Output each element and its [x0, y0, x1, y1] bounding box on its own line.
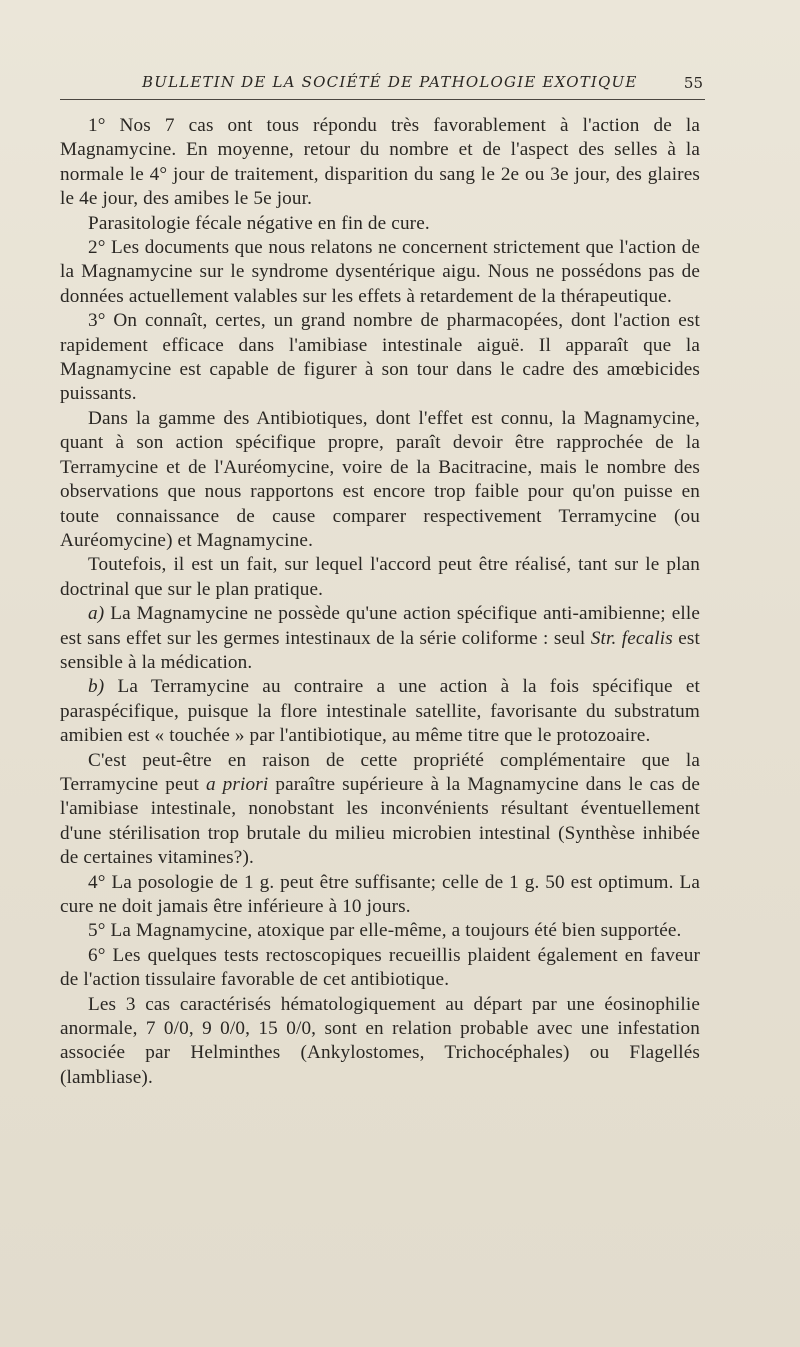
- paragraph: 5° La Magnamycine, atoxique par elle-même, a toujours été bien supportée.: [88, 920, 682, 942]
- paragraph: Dans la gamme des Antibiotiques, dont l'effet est connu, la Magnamycine, quant à son action spécifique propre, paraît devoir être rapprochée de la Terramycine et de l'Auréomycine, voire de la Bacitracine, mais le nombre des observations que nous rapportons est encore trop faible pour qu'on puisse en toute connaissance de cause comparer respectivement Terramycine (ou Auréomycine) et Magnamycine.: [60, 407, 700, 551]
- paragraph: 6° Les quelques tests rectoscopiques recueillis plaident également en faveur de l'action tissulaire favorable de cet antibiotique.: [60, 944, 700, 991]
- italic-term: a priori: [205, 773, 269, 795]
- page-number: 55: [683, 74, 703, 92]
- paragraph-text: paraître supérieure à la Magnamycine dans le cas de l'amibiase intestinale, nonobstant les inconvénients résultant éventuellement d'une stérilisation trop brutale du milieu microbien intestinal (Synthèse inhibée de certaines vitamines?).: [60, 773, 700, 869]
- paragraph: 1° Nos 7 cas ont tous répondu très favorablement à l'action de la Magnamycine. En moyenne, retour du nombre et de l'aspect des selles à la normale le 4° jour de traitement, disparition du sang le 2e ou 3e jour, des glaires le 4e jour, des amibes le 5e jour.: [60, 115, 700, 210]
- italic-term: Str. fecalis: [590, 627, 673, 649]
- body-text: [60, 114, 700, 1090]
- paragraph: Les 3 cas caractérisés hématologiquement au départ par une éosinophilie anormale, 7 0/0, 9 0/0, 15 0/0, sont en relation probable avec une infestation associée par Helminthes (Ankylostomes, Trichocéphales) ou Flagellés (lambliase).: [60, 993, 700, 1088]
- paragraph: [60, 675, 700, 748]
- paragraph: Toutefois, il est un fait, sur lequel l'accord peut être réalisé, tant sur le plan doctrinal que sur le plan pratique.: [60, 554, 700, 600]
- paragraph-text: La Magnamycine ne possède qu'une action spécifique anti-amibienne; elle est sans effet sur les germes intestinaux de la série coliforme : seul: [60, 603, 700, 649]
- item-label: b): [88, 676, 105, 698]
- running-header: [60, 73, 705, 99]
- paragraph: 4° La posologie de 1 g. peut être suffisante; celle de 1 g. 50 est optimum. La cure ne doit jamais être inférieure à 10 jours.: [60, 871, 700, 917]
- paragraph: 3° On connaît, certes, un grand nombre de pharmacopées, dont l'action est rapidement efficace dans l'amibiase intestinale aiguë. Il apparaît que la Magnamycine est capable de figurer à son tour dans le cadre des amœbicides puissants.: [60, 310, 700, 405]
- paragraph: [60, 602, 700, 675]
- paragraph: Parasitologie fécale négative en fin de cure.: [88, 212, 430, 234]
- journal-title: BULLETIN DE LA SOCIÉTÉ DE PATHOLOGIE EXOTIQUE: [142, 73, 638, 91]
- paragraph-text: C'est peut-être en raison de cette propriété complémentaire que la Terramycine peut: [60, 749, 700, 795]
- paragraph-text: est sensible à la médication.: [60, 627, 701, 673]
- item-label: a): [88, 603, 105, 625]
- paragraph: [60, 749, 700, 871]
- paragraph: 2° Les documents que nous relatons ne concernent strictement que l'action de la Magnamycine sur le syndrome dysentérique aigu. Nous ne possédons pas de données actuellement valables sur les effets à retardement de la thérapeutique.: [60, 237, 700, 307]
- header-rule: [60, 99, 705, 100]
- paragraph-text: La Terramycine au contraire a une action à la fois spécifique et paraspécifique, puisque la flore intestinale satellite, favorisante du substratum amibien est « touchée » par l'antibiotique, au même titre que le protozoaire.: [60, 676, 700, 747]
